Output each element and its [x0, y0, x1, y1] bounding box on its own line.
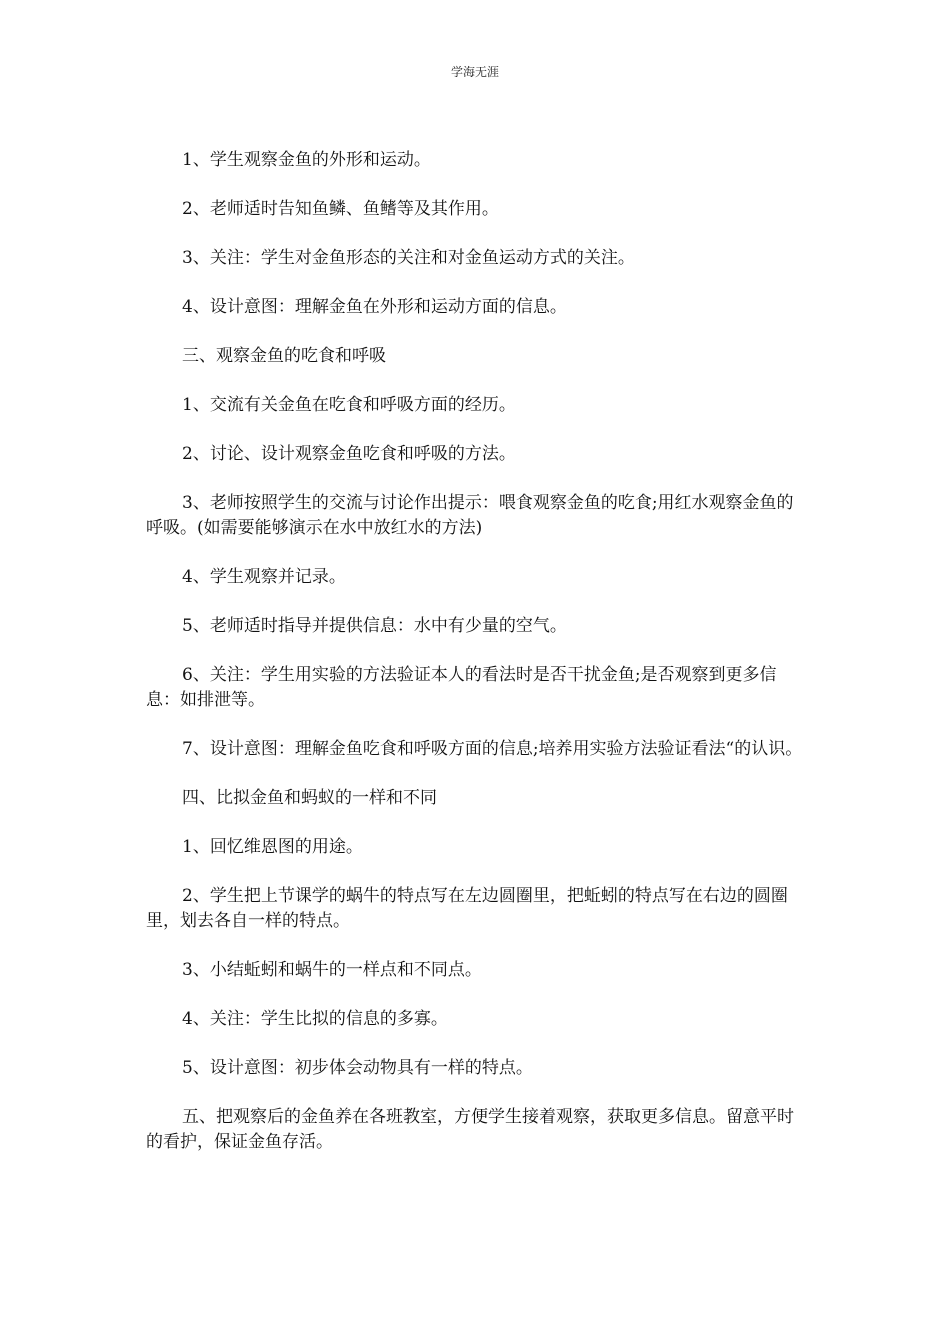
paragraph: 5、设计意图：初步体会动物具有一样的特点。	[182, 1058, 533, 1078]
paragraph: 4、设计意图：理解金鱼在外形和运动方面的信息。	[182, 297, 567, 317]
paragraph: 3、小结蚯蚓和蜗牛的一样点和不同点。	[182, 960, 482, 980]
paragraph: 2、学生把上节课学的蜗牛的特点写在左边圆圈里，把蚯蚓的特点写在右边的圆圈里，划去各自一样的特点。	[146, 886, 788, 931]
paragraph: 5、老师适时指导并提供信息：水中有少量的空气。	[182, 616, 567, 636]
paragraph: 2、老师适时告知鱼鳞、鱼鳍等及其作用。	[182, 199, 499, 219]
paragraph: 2、讨论、设计观察金鱼吃食和呼吸的方法。	[182, 444, 516, 464]
paragraph: 3、老师按照学生的交流与讨论作出提示：喂食观察金鱼的吃食;用红水观察金鱼的呼吸。(如需要能够演示在水中放红水的方法)	[146, 493, 794, 538]
document-body	[146, 148, 808, 1179]
paragraph: 1、学生观察金鱼的外形和运动。	[182, 150, 431, 170]
paragraph: 1、交流有关金鱼在吃食和呼吸方面的经历。	[182, 395, 516, 415]
section-heading: 四、比拟金鱼和蚂蚁的一样和不同	[182, 788, 437, 808]
page-header: 学海无涯	[450, 65, 499, 79]
section-heading: 五、把观察后的金鱼养在各班教室，方便学生接着观察，获取更多信息。留意平时的看护，保证金鱼存活。	[146, 1107, 794, 1152]
paragraph: 6、关注：学生用实验的方法验证本人的看法时是否干扰金鱼;是否观察到更多信息：如排泄等。	[146, 665, 777, 710]
paragraph: 3、关注：学生对金鱼形态的关注和对金鱼运动方式的关注。	[182, 248, 635, 268]
paragraph: 4、学生观察并记录。	[182, 567, 346, 587]
paragraph: 4、关注：学生比拟的信息的多寡。	[182, 1009, 448, 1029]
paragraph: 7、设计意图：理解金鱼吃食和呼吸方面的信息;培养用实验方法验证看法“的认识。	[182, 739, 803, 759]
paragraph: 1、回忆维恩图的用途。	[182, 837, 363, 857]
section-heading: 三、观察金鱼的吃食和呼吸	[182, 346, 386, 366]
